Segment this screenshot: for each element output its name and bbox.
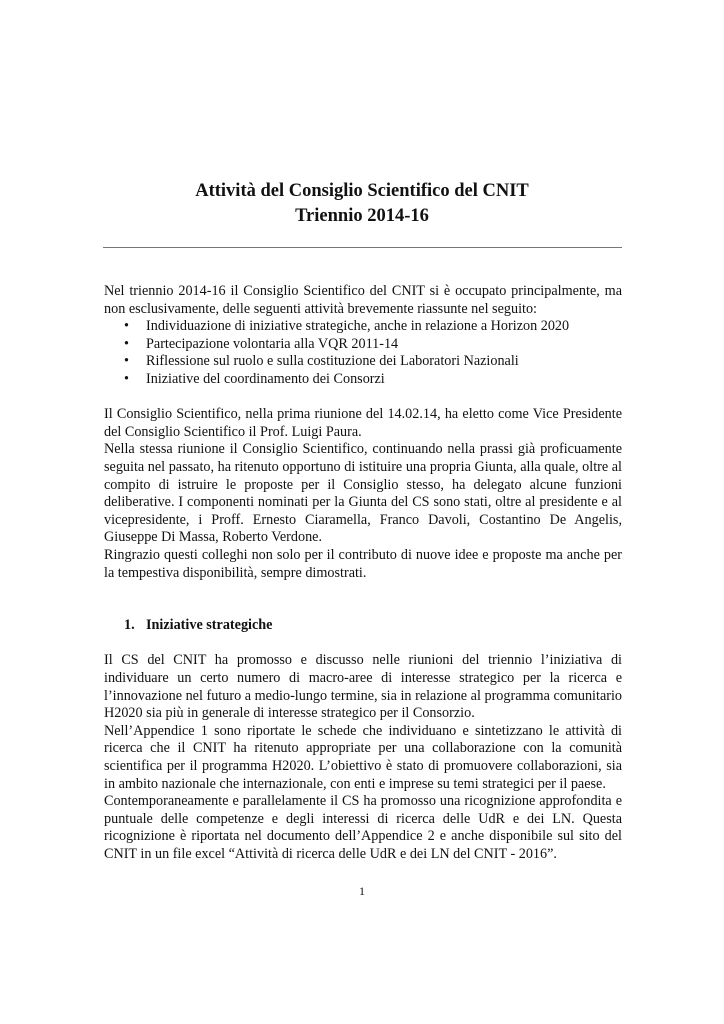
list-item	[104, 336, 622, 354]
section-number: 1.	[124, 617, 135, 634]
section-heading	[104, 617, 622, 635]
bullet-icon: •	[124, 335, 129, 352]
body-paragraph: Ringrazio questi colleghi non solo per il contributo di nuove idee e proposte ma anche per la tempestiva disponibilità, sempre dimostrati.	[104, 546, 622, 581]
body-paragraph: Il CS del CNIT ha promosso e discusso nelle riunioni del triennio l’iniziativa di individuare un certo numero di macro-aree di interesse strategico per la ricerca e l’innovazione nel futuro a medio-lungo termine, sia in relazione al programma comunitario H2020 sia più in generale di interesse strategico per il Consorzio.	[104, 652, 622, 722]
document-title	[0, 179, 724, 229]
list-item-text: Partecipazione volontaria alla VQR 2011-14	[146, 335, 399, 352]
document-body	[104, 283, 622, 864]
list-item-text: Riflessione sul ruolo e sulla costituzione dei Laboratori Nazionali	[146, 353, 519, 370]
bullet-icon: •	[124, 318, 129, 335]
body-paragraph: Contemporaneamente e parallelamente il CS ha promosso una ricognizione approfondita e puntuale delle competenze e degli interessi di ricerca delle UdR e dei LN. Questa ricognizione è riportata nel documento dell’Appendice 2 e anche disponibile sul sito del CNIT in un file excel “Attività di ricerca delle UdR e dei LN del CNIT - 2016”.	[104, 793, 622, 862]
body-paragraph: Nella stessa riunione il Consiglio Scientifico, continuando nella prassi già proficuamente seguita nel passato, ha ritenuto opportuno di istituire una propria Giunta, alla quale, oltre al compito di istruire le proposte per il Consiglio stesso, ha delegato alcune funzioni deliberative. I componenti nominati per la Giunta del CS sono stati, oltre al presidente e al vicepresidente, i Proff. Ernesto Ciaramella, Franco Davoli, Costantino De Angelis, Giuseppe Di Massa, Roberto Verdone.	[104, 441, 622, 546]
body-paragraph: Il Consiglio Scientifico, nella prima riunione del 14.02.14, ha eletto come Vice Presidente del Consiglio Scientifico il Prof. Luigi Paura.	[104, 406, 622, 440]
list-item	[104, 371, 622, 389]
list-item-text: Iniziative del coordinamento dei Consorzi	[146, 370, 385, 387]
activity-list	[104, 318, 622, 388]
intro-paragraph: Nel triennio 2014-16 il Consiglio Scientifico del CNIT si è occupato principalmente, ma non esclusivamente, delle seguenti attività brevemente riassunte nel seguito:	[104, 283, 622, 317]
section-title: Iniziative strategiche	[146, 617, 273, 634]
page-number: 1	[359, 884, 365, 898]
title-divider	[103, 247, 622, 248]
spacer	[104, 389, 622, 407]
bullet-icon: •	[124, 370, 129, 387]
title-line-1: Attività del Consiglio Scientifico del CNIT	[195, 181, 529, 201]
spacer	[104, 600, 622, 618]
title-line-2: Triennio 2014-16	[295, 206, 429, 226]
list-item-text: Individuazione di iniziative strategiche, anche in relazione a Horizon 2020	[146, 318, 570, 335]
bullet-icon: •	[124, 353, 129, 370]
list-item	[104, 318, 622, 336]
spacer	[104, 582, 622, 600]
list-item	[104, 353, 622, 371]
spacer	[104, 635, 622, 653]
body-paragraph: Nell’Appendice 1 sono riportate le schede che individuano e sintetizzano le attività di ricerca che il CNIT ha ritenuto appropriate per una collaborazione con la comunità scientifica per il programma H2020. L’obiettivo è stato di promuovere collaborazioni, sia in ambito nazionale che internazionale, con enti e imprese su temi strategici per il paese.	[104, 722, 622, 792]
